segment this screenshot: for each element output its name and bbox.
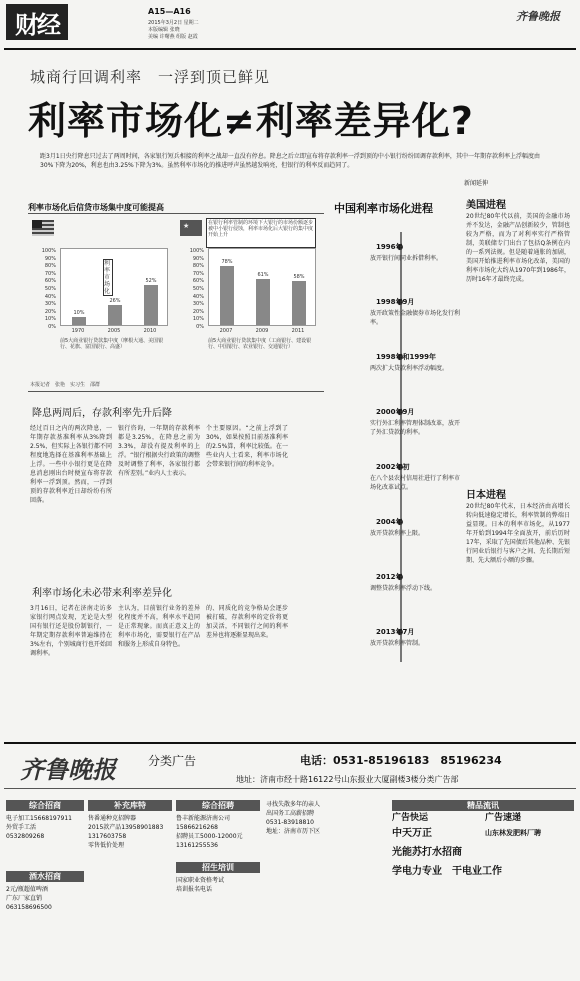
us-process-title: 美国进程 <box>466 200 506 211</box>
ads-col4-item: 0531-83918810 <box>266 819 314 826</box>
byline-rule <box>28 391 324 392</box>
us-legend: 前5大商业银行贷款集中度（摩根大通、美国银行、花旗、富国银行、高盛） <box>60 338 164 350</box>
ads-col3-head: 综合招聘 <box>176 800 260 811</box>
byline: 本报记者 张艳 实习生 邵群 <box>30 382 101 388</box>
ads-col3-item: 13161255536 <box>176 842 218 849</box>
ads-col4-item: 寻找失散多年的亲人 <box>266 801 321 808</box>
bar-value-label: 58% <box>293 273 305 280</box>
bar-value-label: 78% <box>221 258 233 265</box>
bar-value-label: 10% <box>73 310 85 317</box>
ads-col5-f: 学电力专业 干电业工作 <box>392 866 502 877</box>
kicker: 城商行回调利率 一浮到顶已鲜见 <box>30 68 271 86</box>
ads-col5-a: 广告快运 <box>392 813 429 823</box>
x-tick-label: 2005 <box>107 328 121 334</box>
svg-text:★: ★ <box>183 222 190 230</box>
x-tick-label: 1970 <box>71 328 85 334</box>
ads-col-4 <box>266 800 386 836</box>
timeline-text: 放开银行间同业拆借利率。 <box>370 255 443 262</box>
section1-col1: 经过百日之内的两次降息，一年期存款基准利率从3%降到2.5%，但实际上各银行都不同程度地选择在基准利率基础上上浮。一些中小银行更是在降息消息刚出台时便宣布将存款利率一浮到顶。然而，一浮到顶的存款利率近日却纷纷有所回落。 <box>30 425 112 504</box>
timeline-text: 放开贷款利率上限。 <box>370 530 425 537</box>
ads-col5-c: 中天万正 <box>392 828 432 839</box>
headline: 利率市场化≠利率差异化? <box>28 99 474 143</box>
timeline-text: 实行外汇利率管理体制改革，放开了外汇贷款的利率。 <box>370 420 461 436</box>
y-tick-label: 80% <box>44 263 56 270</box>
chart-bar <box>256 279 270 325</box>
ads-col3-head2: 招生培训 <box>176 862 260 873</box>
x-tick-label: 2011 <box>291 328 305 334</box>
y-tick-label: 100% <box>41 248 56 254</box>
timeline-text: 两次扩大贷款利率浮动幅度。 <box>370 365 449 372</box>
chart-title: 利率市场化后信贷市场集中度可能提高 <box>28 203 164 212</box>
timeline-text: 在八个县农村信用社进行了利率市场化改革试点。 <box>370 475 461 491</box>
timeline-year: 2004年 <box>376 518 403 526</box>
ads-col2-item: 零售低价处理 <box>88 842 125 849</box>
chart-bar <box>108 305 122 325</box>
timeline-year: 2012年 <box>376 573 403 581</box>
section2-col3: 的、同质化的竞争格局会逐步被打破，存款利率的定价将更加灵活，不同银行之间的利率差异也将逐渐显现出来。 <box>206 605 288 639</box>
ads-col2-item: 2015款产品13958901883 <box>88 824 164 831</box>
y-tick-label: 100% <box>189 248 204 254</box>
ads-col2-item: 售番通种克招牌器 <box>88 815 137 822</box>
bar-value-label: 52% <box>145 278 157 285</box>
cn-callout: 在银行利率管制的环境下大银行的市场份额逐步被中小银行侵蚀，利率市场化后大银行的集中度开始上升 <box>206 218 316 248</box>
timeline-year: 1998年和1999年 <box>376 353 436 361</box>
ads-col1-item: 2元/瓶超值啤酒 <box>6 886 48 893</box>
x-tick-label: 2010 <box>143 328 157 334</box>
ads-col-1 <box>6 800 84 912</box>
cn-flag-icon <box>180 220 202 236</box>
us-y-axis <box>32 244 58 328</box>
y-tick-label: 50% <box>192 286 204 292</box>
x-tick-label: 2007 <box>219 328 233 334</box>
ads-col1-item: 0532809268 <box>6 833 45 840</box>
us-chart <box>32 218 172 364</box>
y-tick-label: 0% <box>196 324 204 330</box>
us-process-text: 20世纪80年代以前，美国的金融市场并不发达，金融产品创新较少，管制也较为严格，而为了对利率实行严格管制，美联储专门出台了包括Q条例在内的一系列法规。但是随着通胀的加剧，美国开始推进利率市场化改革，美国的利率市场化大约从1970年到1986年，历时16年才最终完成。 <box>466 213 570 283</box>
ads-top-rule <box>4 742 576 744</box>
ads-col3-item: 鲁丰新能源济南公司 <box>176 815 231 822</box>
y-tick-label: 40% <box>192 293 204 300</box>
chart-title-rule <box>28 213 324 214</box>
ads-col2-head: 补充库特 <box>88 800 172 811</box>
editor-line: 本版编辑 张晓 <box>148 27 180 33</box>
lead-paragraph: 距3月1日央行降息只过去了两周时间，各家银行短兵相接的利率之战却一直没有停息。降息之后立即宣布将存款利率一浮到顶的中小银行纷纷回调存款利率，其中一年期存款利率上浮幅度由30%下降为20%，利息也由3.25%下降为3%。虽然利率市场化的推进呼声虽然越发响亮，但银行的利率反而趋同了。 <box>40 153 540 169</box>
section1-title: 降息两周后，存款利率先升后降 <box>32 408 172 419</box>
y-tick-label: 10% <box>192 316 204 323</box>
section1-col2: 银行咨询，一年期的存款利率都是3.25%，在降息之前为3.3%，却没有提及利率的上浮。“银行根据央行政策的调整及时调整了利率，各家银行都有所差别。”业内人士表示。 <box>118 425 200 477</box>
y-tick-label: 20% <box>192 308 204 315</box>
cn-chart <box>180 218 320 364</box>
ads-col5-d: 山东林发肥料厂聘 <box>485 829 541 837</box>
ads-col5-e: 光能苏打水招商 <box>392 847 462 858</box>
ads-col3-item: 培训报名电话 <box>176 886 213 893</box>
bar-value-label: 26% <box>109 298 121 305</box>
ads-col-2 <box>88 800 172 850</box>
jp-process-title: 日本进程 <box>466 490 506 501</box>
ads-col2-item: 1317603758 <box>88 833 127 840</box>
section2-title: 利率市场化未必带来利率差异化 <box>32 588 172 599</box>
ads-col4-item: 出国务工高薪招聘 <box>266 810 315 817</box>
y-tick-label: 70% <box>44 270 56 277</box>
ads-col-3 <box>176 800 260 894</box>
chart-bar <box>292 281 306 325</box>
chart-bar <box>144 285 158 325</box>
section1-col3: 个主要原因。“之前上浮到了30%，如果按照目前基准利率的2.5%算，利率比较低。在一些业内人士看来，利率市场化会带来银行间的利率竞争。 <box>206 425 288 468</box>
y-tick-label: 60% <box>44 278 56 285</box>
y-tick-label: 20% <box>44 308 56 315</box>
y-tick-label: 10% <box>44 316 56 323</box>
timeline-year: 2013年7月 <box>376 628 415 636</box>
y-tick-label: 40% <box>44 293 56 300</box>
cn-plot-area <box>208 248 316 326</box>
timeline-text: 放开政策性金融债券市场化发行利率。 <box>370 310 461 326</box>
y-tick-label: 30% <box>44 301 56 308</box>
ads-paper-logo: 齐鲁晚报 <box>20 755 116 784</box>
ads-col1-head: 综合招商 <box>6 800 84 811</box>
cn-legend: 前5大商业银行贷款集中度（工商银行、建设银行、中国银行、农业银行、交通银行） <box>208 338 312 350</box>
y-tick-label: 80% <box>192 263 204 270</box>
timeline-year: 1998年9月 <box>376 298 415 306</box>
chart-bar <box>220 266 234 325</box>
ads-col5-b: 广告速递 <box>485 813 522 823</box>
ads-col5-head: 精品流讯 <box>392 800 574 811</box>
cn-x-axis <box>208 328 316 336</box>
section-logo: 财经 <box>6 4 68 40</box>
ads-col1-item: 广东厂家直销063158696500 <box>6 895 52 911</box>
y-tick-label: 50% <box>44 286 56 292</box>
y-tick-label: 90% <box>44 255 56 262</box>
y-tick-label: 30% <box>192 301 204 308</box>
y-tick-label: 60% <box>192 278 204 285</box>
y-tick-label: 90% <box>192 255 204 262</box>
date-line: 2015年3月2日 星期二 <box>148 20 199 26</box>
ads-col4-item: 地址：济南市历下区 <box>266 828 321 835</box>
timeline-text: 调整贷款利率浮动下线。 <box>370 585 437 592</box>
designer-line: 美编 许曙燕 组版 赵霞 <box>148 34 198 40</box>
ads-col3-item: 国家职业资格考试 <box>176 877 225 884</box>
sidebar-label: 新闻延伸 <box>464 180 489 187</box>
y-tick-label: 0% <box>48 324 56 330</box>
us-x-axis <box>60 328 168 336</box>
ads-col-5 <box>392 800 574 876</box>
ads-address: 地址：济南市经十路16122号山东报业大厦副楼3楼分类广告部 <box>236 775 459 784</box>
y-tick-label: 70% <box>192 270 204 277</box>
section2-col2: 主认为，目前银行业务的差异化程度并不高，利率水平趋同是正常现象。而真正意义上的利率市场化，需要银行在产品和服务上形成自身特色。 <box>118 605 200 648</box>
jp-process-text: 20世纪80年代末，日本经济由高增长转向低速稳定增长，利率管制的弊端日益显现。日本的利率市场化，从1977年开始到1994年全面放开，前后历时17年，采取了先国债后其他品种、先银行同业后银行与客户之间、先长期后短期、先大额后小额的步骤。 <box>466 503 570 564</box>
us-plot-area <box>60 248 168 326</box>
section2-col1: 3月16日，记者在济南走访多家银行网点发现，无论是大型国有银行还是股份制银行，一年期定期存款利率普遍维持在3%左右，个别城商行也开始回调利率。 <box>30 605 112 657</box>
ads-col1-item: 电子加工15668197911 <box>6 815 72 822</box>
ads-col1-item: 外贸手工活 <box>6 824 37 831</box>
us-flag-icon <box>32 220 54 236</box>
timeline-year: 2002年初 <box>376 463 410 471</box>
paper-logo: 齐鲁晚报 <box>516 10 560 23</box>
cn-y-axis <box>180 244 206 328</box>
ads-col3-item: 招聘员工5000-12000元 <box>176 833 243 840</box>
ads-section-title: 分类广告 <box>148 754 197 768</box>
us-annotation: 利率市场化 <box>103 259 113 296</box>
ads-col3-item: 15866216268 <box>176 824 218 831</box>
ads-phone: 电话：0531-85196183 85196234 <box>300 754 502 767</box>
timeline-list <box>334 232 460 672</box>
ads-col1-head2: 酒水招商 <box>6 871 84 882</box>
chart-bar <box>72 317 86 325</box>
page-numbers: A15—A16 <box>148 7 191 16</box>
timeline-title: 中国利率市场化进程 <box>334 202 433 215</box>
bar-value-label: 61% <box>257 271 269 278</box>
masthead-rule <box>4 48 576 50</box>
timeline-text: 放开贷款利率管制。 <box>370 640 425 647</box>
timeline-year: 1996年 <box>376 243 403 251</box>
ads-address-rule <box>4 788 576 789</box>
x-tick-label: 2009 <box>255 328 269 334</box>
timeline-year: 2000年9月 <box>376 408 415 416</box>
